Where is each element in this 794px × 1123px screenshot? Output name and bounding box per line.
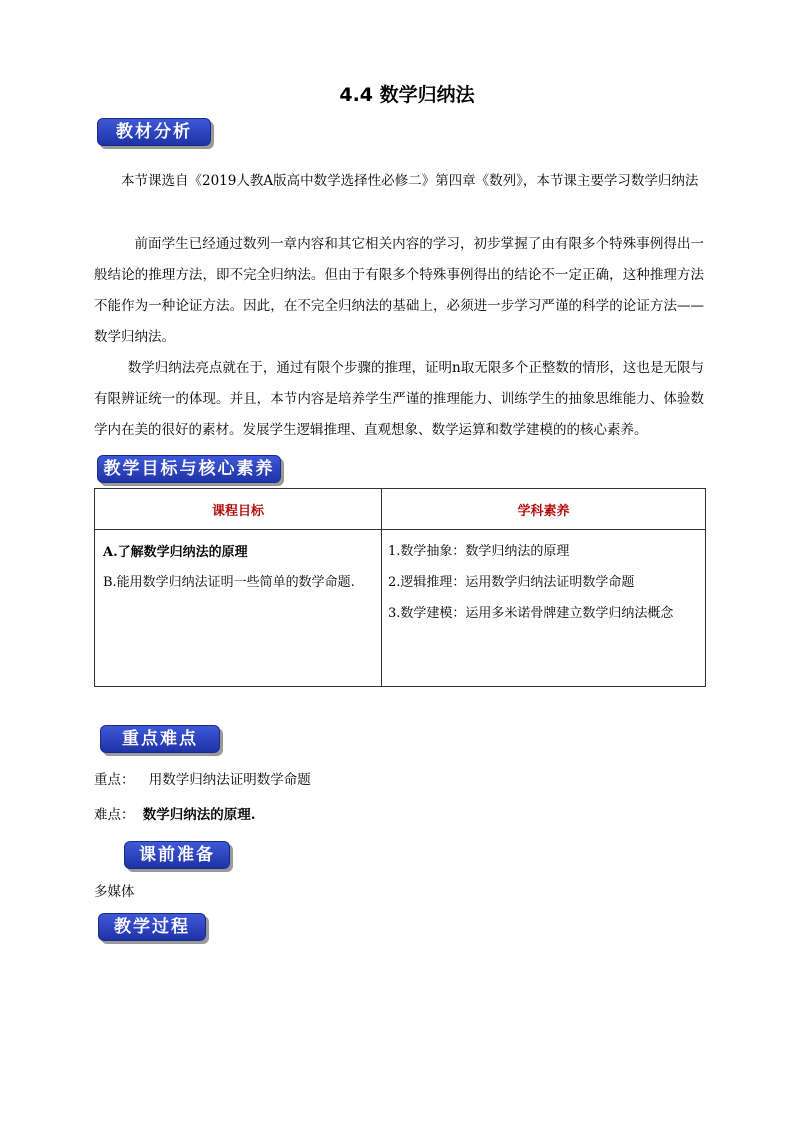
goals-table xyxy=(94,488,706,687)
goal-a: A.了解数学归纳法的原理 xyxy=(103,545,248,560)
goal-b: B.能用数学归纳法证明一些简单的数学命题. xyxy=(103,575,355,590)
table-header-goals: 课程目标 xyxy=(95,489,382,530)
literacy-item-2: 2.逻辑推理：运用数学归纳法证明数学命题 xyxy=(388,575,635,590)
keypoint-label: 重点： xyxy=(94,772,135,788)
section-badge-prep: 课前准备 xyxy=(124,841,230,869)
difficulty-text: 数学归纳法的原理. xyxy=(142,807,256,823)
section-badge-keypoints: 重点难点 xyxy=(100,725,220,753)
prep-text: 多媒体 xyxy=(94,884,135,900)
section-badge-process: 教学过程 xyxy=(98,913,206,941)
page-title: 4.4 数学归纳法 xyxy=(339,84,475,106)
analysis-paragraph-1: 本节课选自《2019人教A版高中数学选择性必修二》第四章《数列》，本节课主要学习数学归纳法 xyxy=(121,173,699,189)
analysis-paragraph-3: 数学归纳法亮点就在于，通过有限个步骤的推理，证明n取无限多个正整数的情形，这也是无限与有限辨证统一的体现。并且，本节内容是培养学生严谨的推理能力、训练学生的抽象思维能力、体验数学内在美的很好的素材。发展学生逻辑推理、直观想象、数学运算和数学建模的的核心素养。 xyxy=(94,360,704,438)
keypoint-line xyxy=(94,768,311,788)
table-header-literacy: 学科素养 xyxy=(382,489,706,530)
keypoint-text: 用数学归纳法证明数学命题 xyxy=(148,772,311,788)
literacy-item-3: 3.数学建模：运用多米诺骨牌建立数学归纳法概念 xyxy=(388,606,674,621)
section-badge-goals: 教学目标与核心素养 xyxy=(97,455,281,483)
literacy-cell xyxy=(382,530,706,687)
analysis-paragraph-2: 前面学生已经通过数列一章内容和其它相关内容的学习，初步掌握了由有限多个特殊事例得出一般结论的推理方法，即不完全归纳法。但由于有限多个特殊事例得出的结论不一定正确，这种推理方法不能作为一种论证方法。因此，在不完全归纳法的基础上，必须进一步学习严谨的科学的论证方法——数学归纳法。 xyxy=(94,236,704,345)
literacy-item-1: 1.数学抽象：数学归纳法的原理 xyxy=(388,544,570,559)
difficulty-line xyxy=(94,803,256,823)
section-badge-analysis: 教材分析 xyxy=(97,118,211,146)
goals-cell xyxy=(95,530,382,687)
difficulty-label: 难点： xyxy=(94,807,135,823)
